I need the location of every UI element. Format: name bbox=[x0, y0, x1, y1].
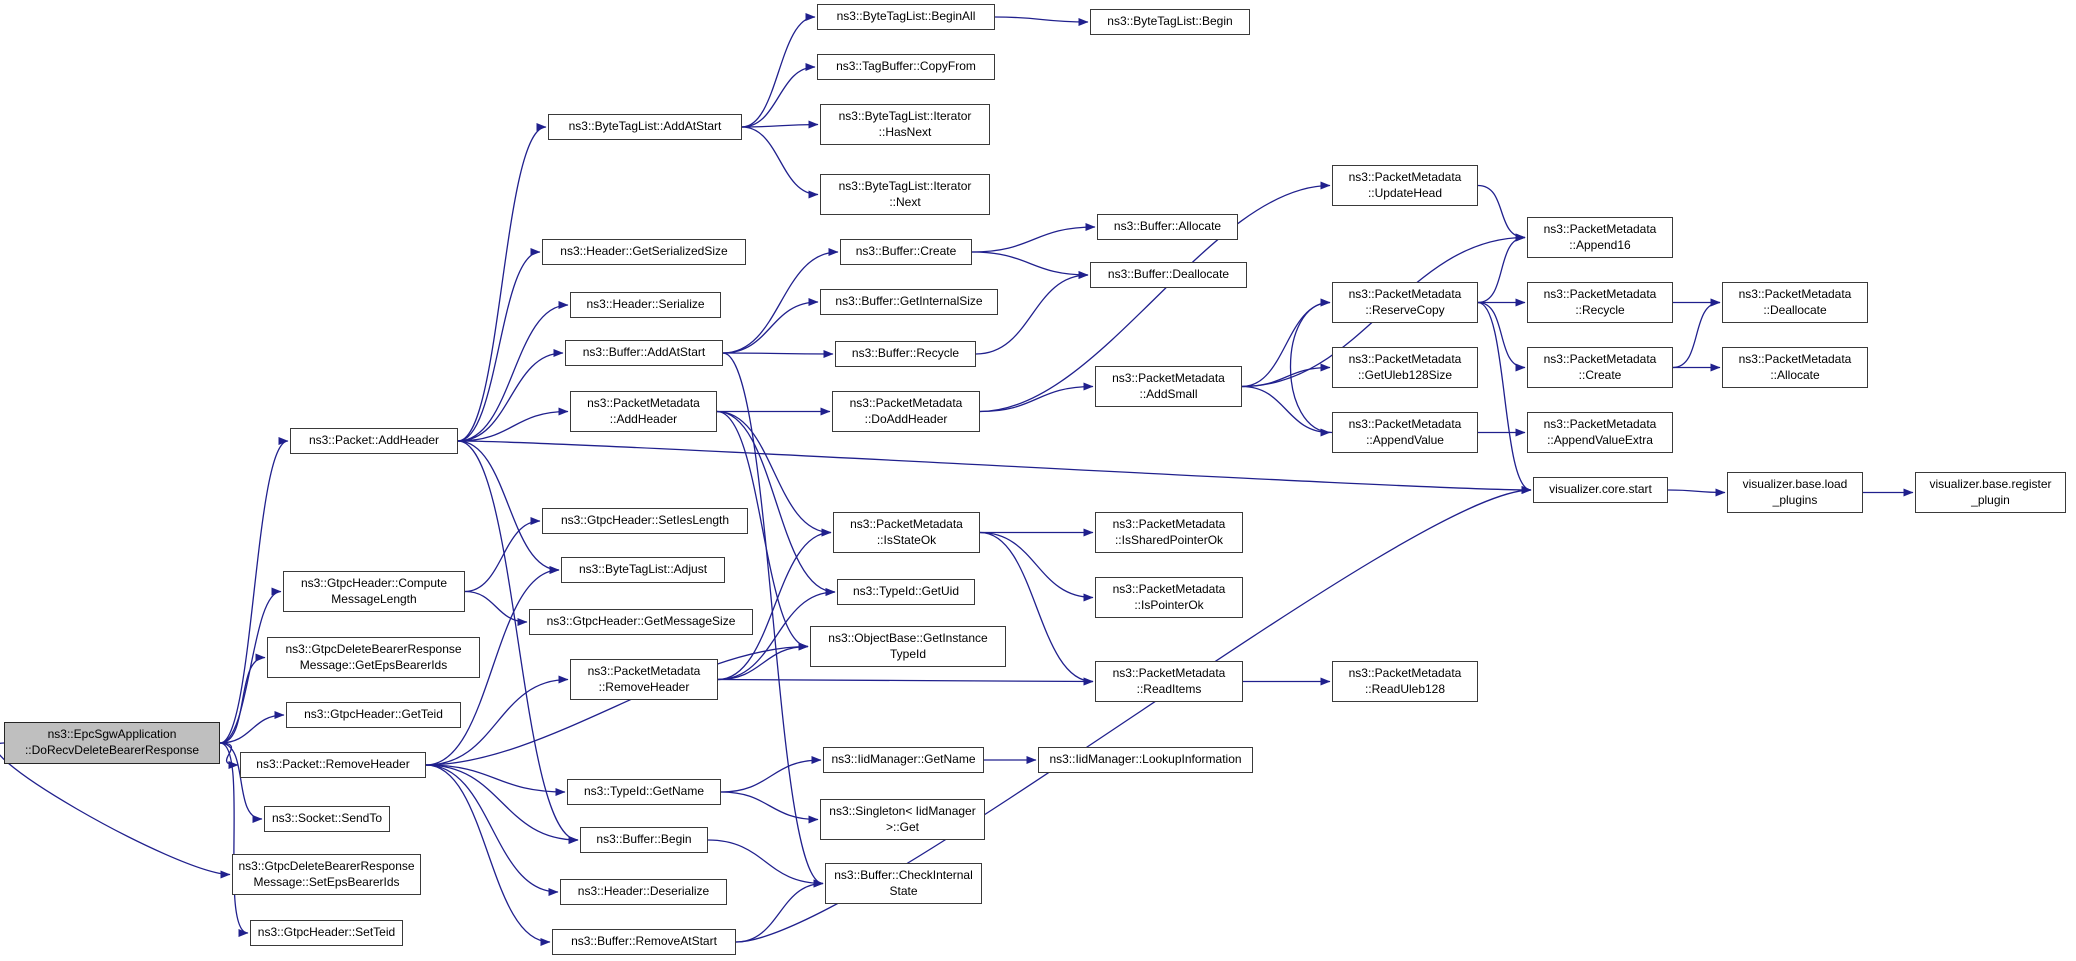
graph-node-label: _plugins bbox=[1772, 492, 1818, 507]
graph-node-label: ns3::PacketMetadata bbox=[1348, 351, 1462, 366]
graph-node-label: ns3::PacketMetadata bbox=[1543, 416, 1657, 431]
edge-pmRemoveHeader-to-pmReadItems bbox=[718, 680, 1093, 682]
graph-node-pmAppendValue[interactable] bbox=[1332, 412, 1478, 453]
graph-node-hdrGetSerializedSize[interactable] bbox=[542, 239, 746, 265]
graph-node-label: ns3::Socket::SendTo bbox=[271, 811, 383, 826]
graph-node-label: ns3::Packet::AddHeader bbox=[308, 433, 440, 448]
graph-node-sendTo[interactable] bbox=[264, 806, 390, 832]
edge-pktRemoveHeader-to-bufRemoveAtStart bbox=[426, 765, 550, 942]
graph-node-label: visualizer.base.register bbox=[1929, 476, 2052, 491]
graph-node-label: visualizer.base.load bbox=[1742, 476, 1848, 491]
graph-node-pmRemoveHeader[interactable] bbox=[570, 659, 718, 700]
graph-node-pmReadItems[interactable] bbox=[1095, 661, 1243, 702]
graph-node-label: ns3::PacketMetadata bbox=[1348, 286, 1462, 301]
graph-node-label: ns3::PacketMetadata bbox=[1543, 286, 1657, 301]
edge-btlBeginAll-to-btlBegin bbox=[995, 17, 1088, 22]
graph-node-pmAddHeader[interactable] bbox=[570, 391, 717, 432]
graph-node-label: ns3::ByteTagList::Iterator bbox=[838, 108, 972, 123]
edge-bufAddAtStart-to-bufGetInternalSize bbox=[723, 302, 818, 353]
edge-computeMsgLen-to-getMessageSize bbox=[465, 592, 527, 623]
edge-bufAddAtStart-to-bufRecycle bbox=[723, 353, 833, 354]
graph-node-label: visualizer.core.start bbox=[1549, 482, 1652, 497]
graph-node-label: ns3::EpcSgwApplication bbox=[47, 727, 177, 742]
graph-node-bufGetInternalSize[interactable] bbox=[820, 289, 998, 315]
graph-node-pktAddHeader[interactable] bbox=[290, 428, 458, 454]
edge-bufRemoveAtStart-to-bufCheckInternalState bbox=[736, 884, 823, 943]
graph-node-label: ns3::GtpcHeader::Compute bbox=[300, 575, 448, 590]
graph-node-label: ns3::PacketMetadata bbox=[1112, 581, 1226, 596]
graph-node-label: ns3::Header::GetSerializedSize bbox=[560, 244, 728, 259]
graph-node-bufRemoveAtStart[interactable] bbox=[552, 929, 736, 955]
graph-node-tagBufCopyFrom[interactable] bbox=[817, 54, 995, 80]
graph-node-label: MessageLength bbox=[331, 591, 417, 606]
graph-node-pmRecycle[interactable] bbox=[1527, 282, 1673, 323]
edge-pmReserveCopy-to-pmAppend16 bbox=[1478, 238, 1525, 303]
graph-node-label: ns3::ByteTagList::AddAtStart bbox=[568, 119, 722, 134]
graph-node-label: ns3::Buffer::AddAtStart bbox=[582, 345, 706, 360]
graph-node-obGetInstanceTypeId[interactable] bbox=[810, 626, 1006, 667]
graph-node-label: ns3::ObjectBase::GetInstance bbox=[828, 630, 988, 645]
graph-node-label: ::AddSmall bbox=[1139, 386, 1198, 401]
graph-node-label: ns3::ByteTagList::Adjust bbox=[578, 562, 708, 577]
graph-node-label: ns3::PacketMetadata bbox=[1112, 665, 1226, 680]
edge-pmCreate-to-pmDeallocate bbox=[1673, 303, 1720, 368]
graph-node-pmCreate[interactable] bbox=[1527, 347, 1673, 388]
graph-node-btlItHasNext[interactable] bbox=[820, 104, 990, 145]
edge-vizStart-to-vizLoadPlugins bbox=[1668, 490, 1725, 493]
graph-node-label: ns3::PacketMetadata bbox=[1112, 370, 1225, 385]
graph-node-label: ns3::TagBuffer::CopyFrom bbox=[836, 59, 976, 74]
graph-node-label: ns3::Packet::RemoveHeader bbox=[256, 757, 410, 772]
graph-node-tidGetUid[interactable] bbox=[837, 579, 975, 605]
graph-node-setTeid[interactable] bbox=[250, 920, 403, 946]
graph-node-vizRegisterPlugin[interactable] bbox=[1915, 472, 2066, 513]
graph-node-label: ns3::TypeId::GetName bbox=[583, 784, 705, 799]
graph-node-label: ::Deallocate bbox=[1763, 302, 1827, 317]
graph-node-pmGetUleb128Size[interactable] bbox=[1332, 347, 1478, 388]
graph-node-pmIsSharedPointerOk[interactable] bbox=[1095, 512, 1243, 553]
edge-bufBegin-to-bufCheckInternalState bbox=[708, 840, 823, 884]
graph-node-tidGetName[interactable] bbox=[567, 779, 721, 805]
graph-node-label: ::Next bbox=[889, 194, 921, 209]
graph-node-label: ns3::GtpcHeader::GetMessageSize bbox=[546, 614, 736, 629]
graph-node-bufCreate[interactable] bbox=[840, 239, 972, 265]
graph-node-pmIsStateOk[interactable] bbox=[833, 512, 980, 553]
graph-node-label: ns3::GtpcHeader::SetTeid bbox=[257, 925, 396, 940]
graph-node-label: ::IsSharedPointerOk bbox=[1114, 532, 1224, 547]
graph-node-label: _plugin bbox=[1971, 492, 2010, 507]
graph-node-label: ns3::ByteTagList::Begin bbox=[1107, 14, 1233, 29]
edge-pmAddSmall-to-pmReserveCopy bbox=[1242, 303, 1330, 387]
graph-node-label: ns3::Header::Serialize bbox=[586, 297, 705, 312]
graph-node-label: ::UpdateHead bbox=[1367, 185, 1443, 200]
graph-node-label: ns3::PacketMetadata bbox=[1738, 351, 1852, 366]
graph-node-vizStart[interactable] bbox=[1533, 477, 1668, 503]
graph-node-btlAddAtStart[interactable] bbox=[548, 114, 742, 140]
graph-node-label: ::ReadUleb128 bbox=[1364, 681, 1446, 696]
edge-tidGetName-to-singletonGet bbox=[721, 792, 818, 820]
graph-node-getMessageSize[interactable] bbox=[529, 609, 753, 635]
edge-bufCreate-to-bufDeallocate bbox=[972, 252, 1088, 275]
edge-pktAddHeader-to-btlAddAtStart bbox=[458, 127, 546, 441]
edge-pktRemoveHeader-to-hdrDeserialize bbox=[426, 765, 558, 892]
edge-pmAddSmall-to-pmAppendValue bbox=[1242, 387, 1330, 433]
graph-node-label: Message::SetEpsBearerIds bbox=[253, 874, 400, 889]
graph-node-pmUpdateHead[interactable] bbox=[1332, 165, 1478, 206]
graph-node-pmAppendValueExtra[interactable] bbox=[1527, 412, 1673, 453]
graph-node-getEpsBearerIds[interactable] bbox=[267, 637, 480, 678]
graph-node-label: ns3::PacketMetadata bbox=[587, 663, 701, 678]
graph-node-pmIsPointerOk[interactable] bbox=[1095, 577, 1243, 618]
graph-node-label: ns3::PacketMetadata bbox=[1738, 286, 1852, 301]
graph-node-label: ns3::PacketMetadata bbox=[850, 516, 963, 531]
graph-node-label: TypeId bbox=[889, 646, 927, 661]
edge-pktAddHeader-to-btlAdjust bbox=[458, 441, 559, 570]
graph-node-bufBegin[interactable] bbox=[580, 827, 708, 853]
graph-node-bufRecycle[interactable] bbox=[835, 341, 976, 367]
graph-node-vizLoadPlugins[interactable] bbox=[1727, 472, 1863, 513]
graph-node-bufAllocate[interactable] bbox=[1097, 214, 1238, 240]
graph-node-label: ::AppendValueExtra bbox=[1547, 432, 1653, 447]
graph-node-label: ns3::Buffer::Create bbox=[855, 244, 957, 259]
graph-node-pmDoAddHeader[interactable] bbox=[832, 391, 980, 432]
graph-node-label: ns3::ByteTagList::Iterator bbox=[838, 178, 972, 193]
graph-node-hdrDeserialize[interactable] bbox=[560, 879, 727, 905]
graph-node-label: ::Recycle bbox=[1575, 302, 1625, 317]
graph-node-label: ::Allocate bbox=[1770, 367, 1820, 382]
graph-node-label: ns3::GtpcDeleteBearerResponse bbox=[285, 641, 462, 656]
graph-node-label: ::Create bbox=[1578, 367, 1622, 382]
graph-node-label: ns3::PacketMetadata bbox=[1348, 169, 1462, 184]
graph-node-label: ns3::GtpcDeleteBearerResponse bbox=[238, 858, 415, 873]
edge-pktRemoveHeader-to-bufBegin bbox=[426, 765, 578, 840]
graph-node-setEpsBearerIds[interactable] bbox=[232, 854, 421, 895]
graph-node-label: ::ReserveCopy bbox=[1365, 302, 1445, 317]
graph-node-label: ns3::PacketMetadata bbox=[587, 395, 700, 410]
graph-node-label: ns3::PacketMetadata bbox=[1543, 351, 1657, 366]
graph-node-pktRemoveHeader[interactable] bbox=[240, 752, 426, 778]
graph-node-label: ns3::TypeId::GetUid bbox=[852, 584, 960, 599]
graph-node-label: ns3::GtpcHeader::GetTeid bbox=[304, 707, 443, 722]
graph-node-label: ns3::Buffer::RemoveAtStart bbox=[571, 934, 717, 949]
graph-node-label: ns3::ByteTagList::BeginAll bbox=[836, 9, 976, 24]
graph-node-bufCheckInternalState[interactable] bbox=[825, 863, 982, 904]
edge-pktAddHeader-to-hdrGetSerializedSize bbox=[458, 252, 540, 441]
graph-node-label: ns3::IidManager::LookupInformation bbox=[1049, 752, 1242, 767]
graph-node-pmReserveCopy[interactable] bbox=[1332, 282, 1478, 323]
graph-node-label: ns3::GtpcHeader::SetIesLength bbox=[560, 513, 730, 528]
graph-node-label: ::AddHeader bbox=[609, 411, 678, 426]
graph-node-label: ::AppendValue bbox=[1366, 432, 1444, 447]
graph-node-label: ns3::Buffer::Allocate bbox=[1113, 219, 1222, 234]
graph-node-hdrSerialize[interactable] bbox=[570, 292, 721, 318]
graph-node-pmReadUleb128[interactable] bbox=[1332, 661, 1478, 702]
graph-node-bufDeallocate[interactable] bbox=[1090, 262, 1247, 288]
graph-node-label: ns3::IidManager::GetName bbox=[831, 752, 976, 767]
graph-node-bufAddAtStart[interactable] bbox=[565, 340, 723, 366]
graph-node-label: ::RemoveHeader bbox=[598, 679, 690, 694]
graph-node-label: ns3::Buffer::Recycle bbox=[851, 346, 960, 361]
graph-node-label: ::HasNext bbox=[878, 124, 932, 139]
graph-node-pmAppend16[interactable] bbox=[1527, 217, 1673, 258]
edge-btlAddAtStart-to-tagBufCopyFrom bbox=[742, 67, 815, 127]
edge-tidGetName-to-iidGetName bbox=[721, 760, 821, 792]
graph-node-label: ns3::Buffer::GetInternalSize bbox=[835, 294, 983, 309]
graph-node-btlAdjust[interactable] bbox=[561, 557, 725, 583]
graph-node-label: ns3::PacketMetadata bbox=[849, 395, 963, 410]
graph-node-label: ::DoAddHeader bbox=[864, 411, 948, 426]
graph-node-getTeid[interactable] bbox=[286, 702, 461, 728]
graph-node-label: ::Append16 bbox=[1569, 237, 1631, 252]
edge-main-to-getEpsBearerIds bbox=[220, 658, 265, 744]
edge-btlAddAtStart-to-btlBeginAll bbox=[742, 17, 815, 127]
graph-node-label: ns3::Buffer::Deallocate bbox=[1107, 267, 1230, 282]
graph-node-label: ns3::Buffer::CheckInternal bbox=[834, 867, 973, 882]
edge-pktAddHeader-to-hdrSerialize bbox=[458, 305, 568, 441]
graph-node-label: ns3::PacketMetadata bbox=[1348, 416, 1462, 431]
graph-node-label: ::ReadItems bbox=[1136, 681, 1202, 696]
edge-pmReserveCopy-to-pmCreate bbox=[1478, 303, 1525, 368]
edge-bufCreate-to-bufAllocate bbox=[972, 227, 1095, 252]
edge-pmUpdateHead-to-pmAppend16 bbox=[1478, 186, 1525, 238]
edge-pmDoAddHeader-to-pmAddSmall bbox=[980, 387, 1093, 412]
graph-node-computeMsgLen[interactable] bbox=[283, 571, 465, 612]
edge-pmAddHeader-to-tidGetUid bbox=[717, 412, 835, 593]
graph-node-label: Message::GetEpsBearerIds bbox=[299, 657, 448, 672]
edge-pktRemoveHeader-to-tidGetName bbox=[426, 765, 565, 792]
graph-node-label: ns3::PacketMetadata bbox=[1543, 221, 1657, 236]
graph-node-label: ns3::Header::Deserialize bbox=[577, 884, 710, 899]
graph-node-pmAllocate[interactable] bbox=[1722, 347, 1868, 388]
graph-node-label: ::IsStateOk bbox=[876, 532, 937, 547]
graph-node-iidLookupInfo[interactable] bbox=[1038, 747, 1253, 773]
graph-node-label: ns3::Singleton< IidManager bbox=[829, 803, 976, 818]
graph-node-singletonGet[interactable] bbox=[820, 799, 985, 840]
graph-node-label: State bbox=[889, 883, 918, 898]
graph-node-btlBegin[interactable] bbox=[1090, 9, 1250, 35]
graph-node-label: ::IsPointerOk bbox=[1134, 597, 1204, 612]
graph-node-btlItNext[interactable] bbox=[820, 174, 990, 215]
graph-node-iidGetName[interactable] bbox=[823, 747, 984, 773]
graph-node-btlBeginAll[interactable] bbox=[817, 4, 995, 30]
graph-node-label: ::DoRecvDeleteBearerResponse bbox=[24, 743, 200, 757]
graph-node-setIesLength[interactable] bbox=[542, 508, 748, 534]
edge-pmReserveCopy-to-vizStart bbox=[1478, 303, 1531, 491]
edge-pmIsStateOk-to-pmIsPointerOk bbox=[980, 533, 1093, 598]
graph-node-pmAddSmall[interactable] bbox=[1095, 366, 1242, 407]
graph-node-label: ns3::PacketMetadata bbox=[1348, 665, 1462, 680]
edge-btlAddAtStart-to-btlItNext bbox=[742, 127, 818, 195]
root-graph-node-main bbox=[4, 722, 220, 764]
graph-node-label: ns3::PacketMetadata bbox=[1112, 516, 1226, 531]
graph-node-label: ns3::Buffer::Begin bbox=[596, 832, 692, 847]
edge-computeMsgLen-to-setIesLength bbox=[465, 521, 540, 592]
graph-node-label: ::GetUleb128Size bbox=[1357, 367, 1453, 382]
graph-node-label: >::Get bbox=[885, 819, 920, 834]
graph-node-pmDeallocate[interactable] bbox=[1722, 282, 1868, 323]
